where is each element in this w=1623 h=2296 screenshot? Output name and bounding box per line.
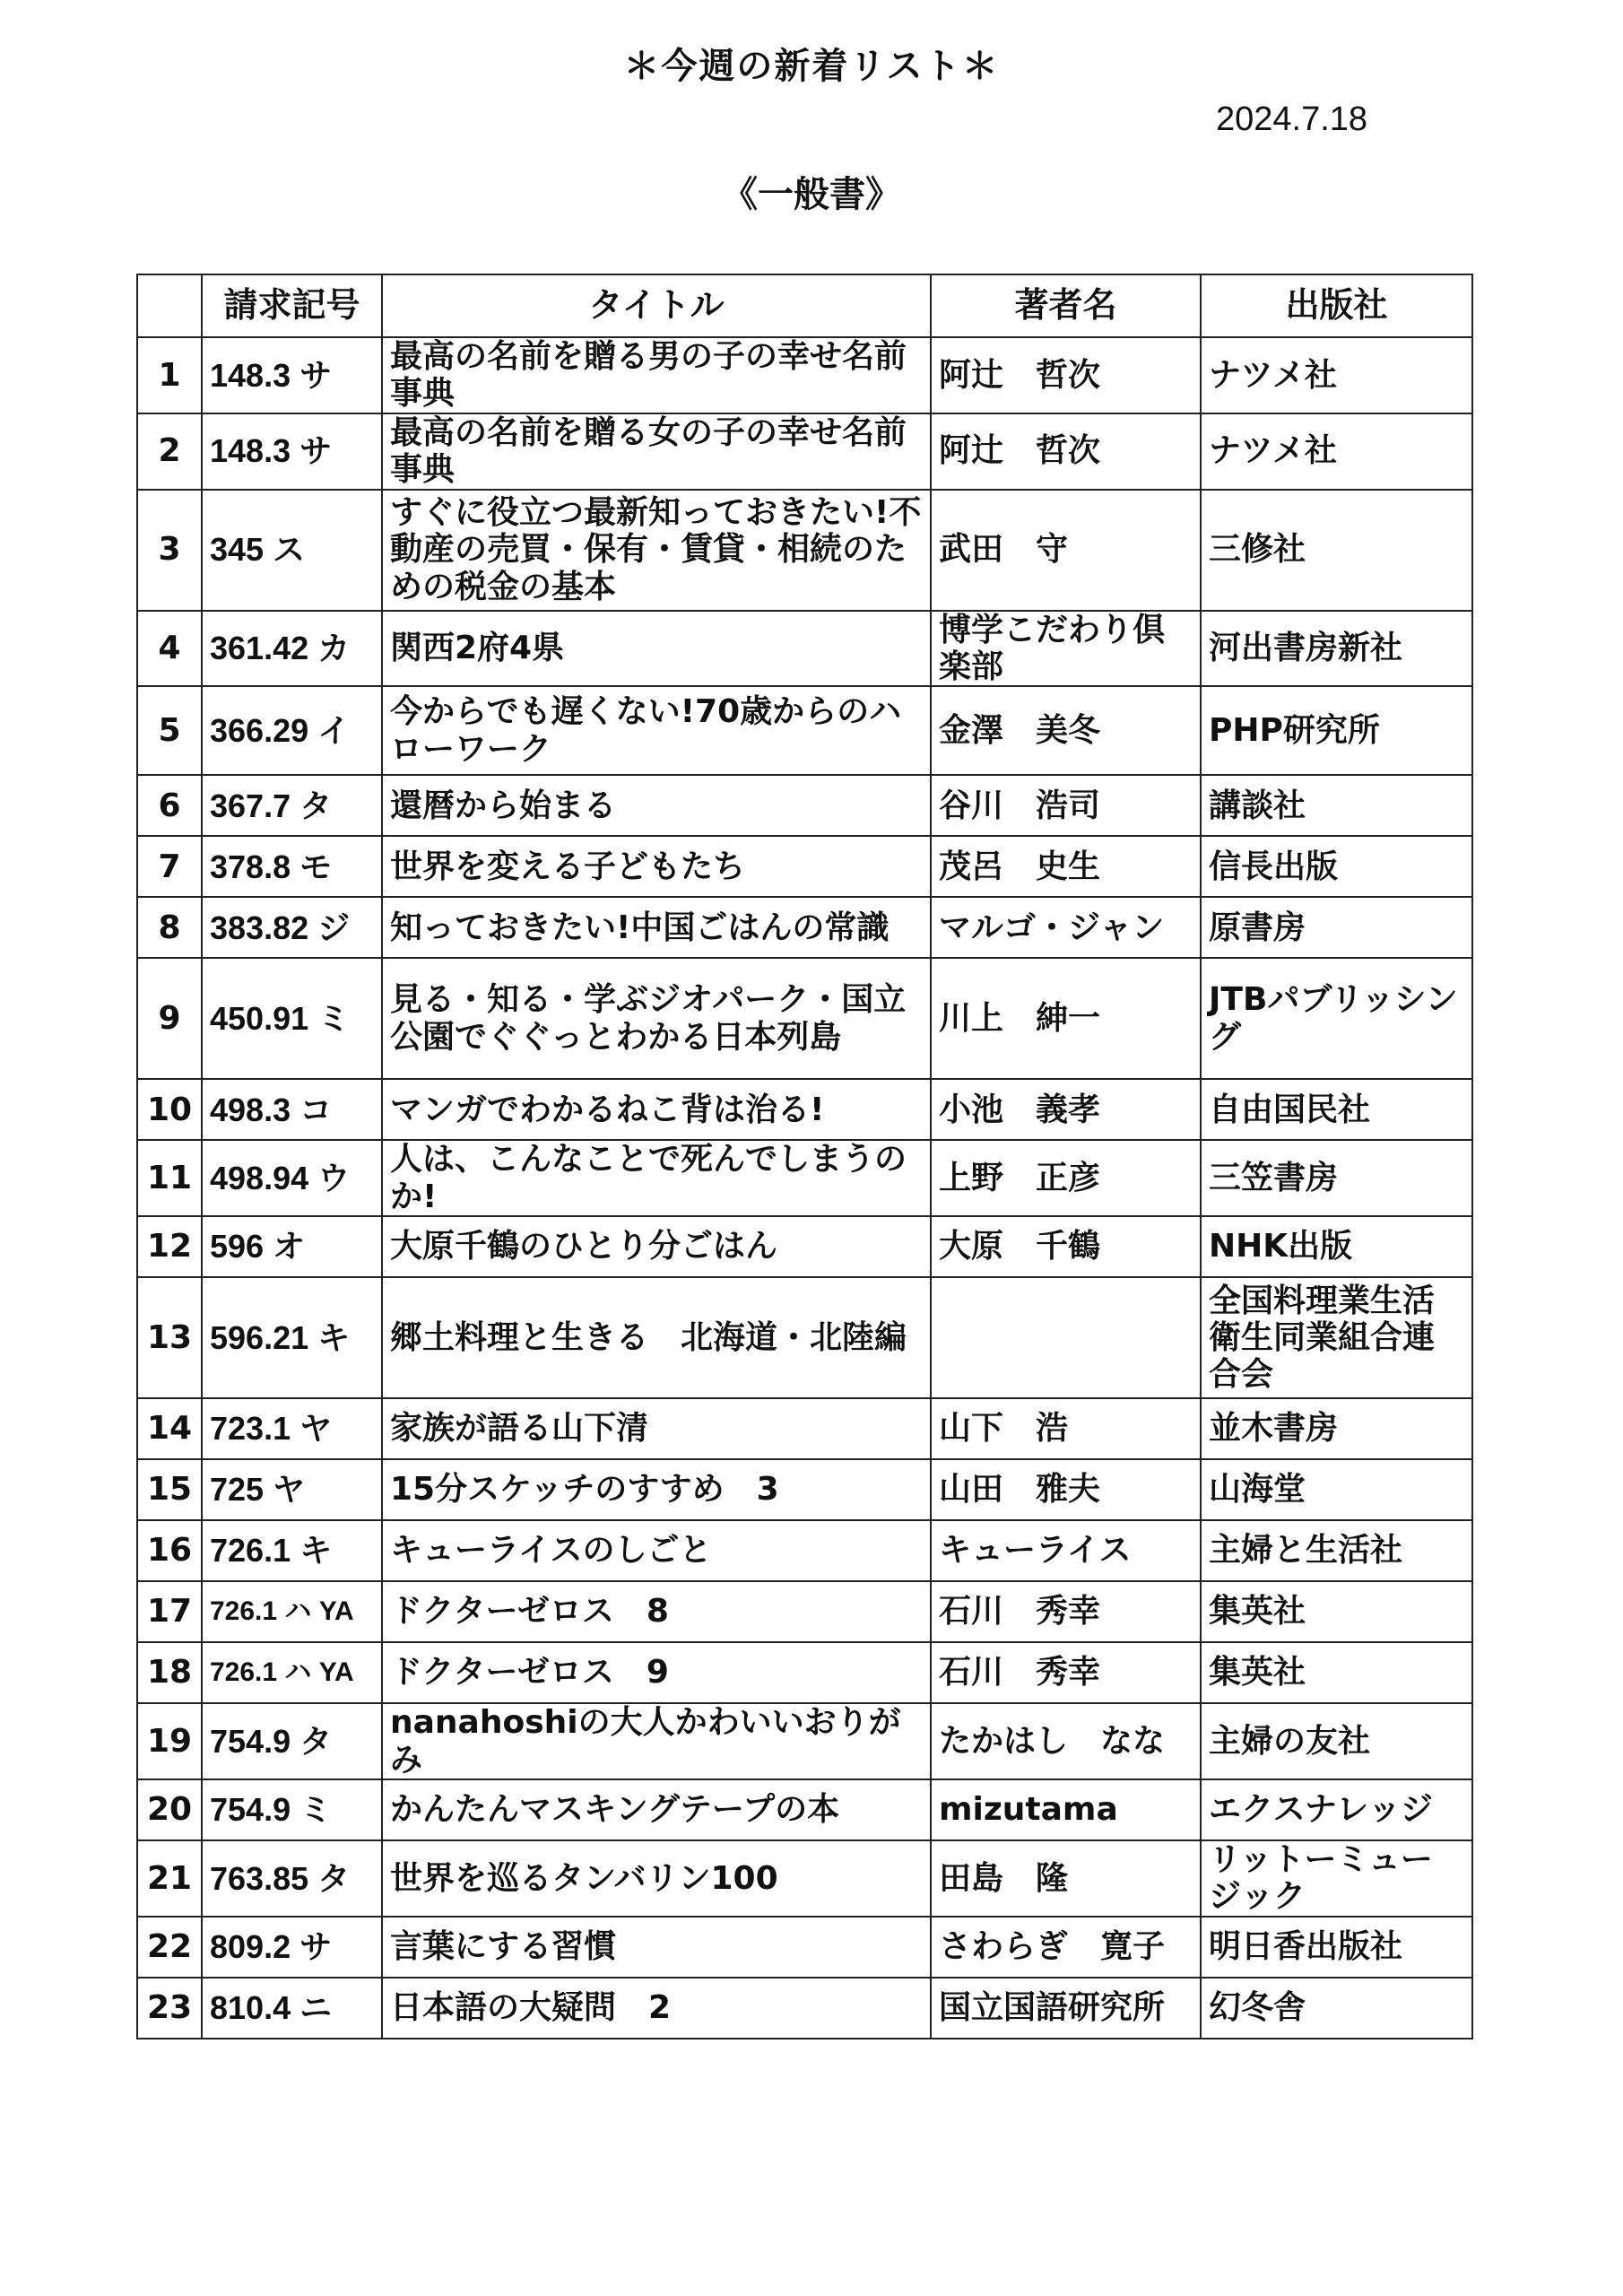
book-publisher: 原書房 xyxy=(1201,897,1472,958)
book-publisher: 三笠書房 xyxy=(1201,1140,1472,1216)
call-number: 763.85 タ xyxy=(202,1840,382,1917)
book-author: 谷川 浩司 xyxy=(931,775,1201,836)
row-number: 2 xyxy=(137,413,202,490)
book-author: 上野 正彦 xyxy=(931,1140,1201,1216)
book-title: 今からでも遅くない!70歳からのハローワーク xyxy=(382,686,931,775)
book-publisher: 信長出版 xyxy=(1201,836,1472,897)
call-number: 723.1 ヤ xyxy=(202,1398,382,1459)
book-title: かんたんマスキングテープの本 xyxy=(382,1779,931,1840)
table-row xyxy=(137,1978,1472,2039)
call-number: 726.1 ハ YA xyxy=(202,1581,382,1642)
call-number: 498.3 コ xyxy=(202,1079,382,1140)
call-number: 726.1 キ xyxy=(202,1520,382,1581)
page-title: ＊今週の新着リスト＊ xyxy=(623,46,1000,87)
book-publisher: NHK出版 xyxy=(1201,1216,1472,1277)
book-publisher: 集英社 xyxy=(1201,1581,1472,1642)
table-row xyxy=(137,897,1472,958)
book-author: 小池 義孝 xyxy=(931,1079,1201,1140)
new-arrivals-table xyxy=(136,274,1473,2039)
table-row xyxy=(137,1079,1472,1140)
book-publisher: リットーミュージック xyxy=(1201,1840,1472,1917)
book-publisher: 並木書房 xyxy=(1201,1398,1472,1459)
call-number: 754.9 タ xyxy=(202,1703,382,1779)
book-publisher: ナツメ社 xyxy=(1201,413,1472,490)
call-number: 148.3 サ xyxy=(202,337,382,413)
book-title: 言葉にする習慣 xyxy=(382,1917,931,1978)
book-author: 阿辻 哲次 xyxy=(931,337,1201,413)
book-publisher: JTBパブリッシング xyxy=(1201,958,1472,1079)
call-number: 726.1 ハ YA xyxy=(202,1642,382,1703)
call-number: 148.3 サ xyxy=(202,413,382,490)
table-row xyxy=(137,1459,1472,1520)
table-row xyxy=(137,413,1472,490)
row-number: 13 xyxy=(137,1277,202,1398)
call-number: 450.91 ミ xyxy=(202,958,382,1079)
book-title: 最高の名前を贈る女の子の幸せ名前事典 xyxy=(382,413,931,490)
row-number: 18 xyxy=(137,1642,202,1703)
book-publisher: エクスナレッジ xyxy=(1201,1779,1472,1840)
book-author: 川上 紳一 xyxy=(931,958,1201,1079)
book-author: 国立国語研究所 xyxy=(931,1978,1201,2039)
book-publisher: PHP研究所 xyxy=(1201,686,1472,775)
column-header-publisher: 出版社 xyxy=(1201,274,1472,337)
table-row xyxy=(137,1140,1472,1216)
row-number: 1 xyxy=(137,337,202,413)
book-title: 世界を巡るタンバリン100 xyxy=(382,1840,931,1917)
table-row xyxy=(137,1520,1472,1581)
book-author: 茂呂 史生 xyxy=(931,836,1201,897)
row-number: 17 xyxy=(137,1581,202,1642)
book-publisher: 主婦と生活社 xyxy=(1201,1520,1472,1581)
table-row xyxy=(137,337,1472,413)
book-author: 武田 守 xyxy=(931,490,1201,611)
book-publisher: 山海堂 xyxy=(1201,1459,1472,1520)
row-number: 8 xyxy=(137,897,202,958)
table-row xyxy=(137,490,1472,611)
column-header-call-number: 請求記号 xyxy=(202,274,382,337)
call-number: 725 ヤ xyxy=(202,1459,382,1520)
list-date: 2024.7.18 xyxy=(1216,100,1368,138)
book-author: mizutama xyxy=(931,1779,1201,1840)
row-number: 15 xyxy=(137,1459,202,1520)
table-row xyxy=(137,1917,1472,1978)
book-publisher: 河出書房新社 xyxy=(1201,611,1472,687)
table-row xyxy=(137,958,1472,1079)
book-publisher: 全国料理業生活衛生同業組合連合会 xyxy=(1201,1277,1472,1398)
book-title: nanahoshiの大人かわいいおりがみ xyxy=(382,1703,931,1779)
row-number: 21 xyxy=(137,1840,202,1917)
book-title: 郷土料理と生きる 北海道・北陸編 xyxy=(382,1277,931,1398)
book-title: 大原千鶴のひとり分ごはん xyxy=(382,1216,931,1277)
row-number: 16 xyxy=(137,1520,202,1581)
book-title: 関西2府4県 xyxy=(382,611,931,687)
call-number: 498.94 ウ xyxy=(202,1140,382,1216)
row-number: 11 xyxy=(137,1140,202,1216)
row-number: 20 xyxy=(137,1779,202,1840)
book-publisher: 集英社 xyxy=(1201,1642,1472,1703)
book-publisher: 講談社 xyxy=(1201,775,1472,836)
book-author: 山下 浩 xyxy=(931,1398,1201,1459)
row-number: 3 xyxy=(137,490,202,611)
book-title: 最高の名前を贈る男の子の幸せ名前事典 xyxy=(382,337,931,413)
book-title: 日本語の大疑問 2 xyxy=(382,1978,931,2039)
book-author: 山田 雅夫 xyxy=(931,1459,1201,1520)
row-number: 9 xyxy=(137,958,202,1079)
column-header-number xyxy=(137,274,202,337)
book-title: ドクターゼロス 9 xyxy=(382,1642,931,1703)
table-row xyxy=(137,686,1472,775)
call-number: 596 オ xyxy=(202,1216,382,1277)
book-title: 15分スケッチのすすめ 3 xyxy=(382,1459,931,1520)
book-author: マルゴ・ジャン xyxy=(931,897,1201,958)
call-number: 361.42 カ xyxy=(202,611,382,687)
book-title: 見る・知る・学ぶジオパーク・国立公園でぐぐっとわかる日本列島 xyxy=(382,958,931,1079)
column-header-title: タイトル xyxy=(382,274,931,337)
book-publisher: 三修社 xyxy=(1201,490,1472,611)
book-author: 石川 秀幸 xyxy=(931,1581,1201,1642)
book-title: すぐに役立つ最新知っておきたい!不動産の売買・保有・賃貸・相続のための税金の基本 xyxy=(382,490,931,611)
table-row xyxy=(137,1703,1472,1779)
book-title: 世界を変える子どもたち xyxy=(382,836,931,897)
section-title: 《一般書》 xyxy=(722,174,901,215)
table-row xyxy=(137,1277,1472,1398)
row-number: 22 xyxy=(137,1917,202,1978)
book-publisher: 自由国民社 xyxy=(1201,1079,1472,1140)
book-title: 家族が語る山下清 xyxy=(382,1398,931,1459)
book-author: 金澤 美冬 xyxy=(931,686,1201,775)
call-number: 378.8 モ xyxy=(202,836,382,897)
call-number: 596.21 キ xyxy=(202,1277,382,1398)
book-author: 大原 千鶴 xyxy=(931,1216,1201,1277)
table-row xyxy=(137,1642,1472,1703)
call-number: 754.9 ミ xyxy=(202,1779,382,1840)
row-number: 5 xyxy=(137,686,202,775)
call-number: 366.29 イ xyxy=(202,686,382,775)
table-row xyxy=(137,775,1472,836)
row-number: 23 xyxy=(137,1978,202,2039)
table-row xyxy=(137,611,1472,687)
row-number: 4 xyxy=(137,611,202,687)
table-row xyxy=(137,1216,1472,1277)
row-number: 10 xyxy=(137,1079,202,1140)
table-row xyxy=(137,1840,1472,1917)
book-publisher: 主婦の友社 xyxy=(1201,1703,1472,1779)
book-publisher: ナツメ社 xyxy=(1201,337,1472,413)
call-number: 810.4 ニ xyxy=(202,1978,382,2039)
book-title: 還暦から始まる xyxy=(382,775,931,836)
row-number: 14 xyxy=(137,1398,202,1459)
row-number: 19 xyxy=(137,1703,202,1779)
table-row xyxy=(137,1581,1472,1642)
book-title: 人は、こんなことで死んでしまうのか! xyxy=(382,1140,931,1216)
table-header-row xyxy=(137,274,1472,337)
book-title: 知っておきたい!中国ごはんの常識 xyxy=(382,897,931,958)
book-publisher: 幻冬舎 xyxy=(1201,1978,1472,2039)
row-number: 7 xyxy=(137,836,202,897)
row-number: 6 xyxy=(137,775,202,836)
call-number: 367.7 タ xyxy=(202,775,382,836)
column-header-author: 著者名 xyxy=(931,274,1201,337)
book-publisher: 明日香出版社 xyxy=(1201,1917,1472,1978)
book-title: キューライスのしごと xyxy=(382,1520,931,1581)
call-number: 809.2 サ xyxy=(202,1917,382,1978)
book-title: ドクターゼロス 8 xyxy=(382,1581,931,1642)
book-author: 田島 隆 xyxy=(931,1840,1201,1917)
book-author: 博学こだわり倶楽部 xyxy=(931,611,1201,687)
call-number: 345 ス xyxy=(202,490,382,611)
table-row xyxy=(137,1398,1472,1459)
book-title: マンガでわかるねこ背は治る! xyxy=(382,1079,931,1140)
call-number: 383.82 ジ xyxy=(202,897,382,958)
book-author: さわらぎ 寛子 xyxy=(931,1917,1201,1978)
table-row xyxy=(137,1779,1472,1840)
row-number: 12 xyxy=(137,1216,202,1277)
book-author: 阿辻 哲次 xyxy=(931,413,1201,490)
book-author: たかはし なな xyxy=(931,1703,1201,1779)
book-author xyxy=(931,1277,1201,1398)
table-row xyxy=(137,836,1472,897)
book-author: 石川 秀幸 xyxy=(931,1642,1201,1703)
book-author: キューライス xyxy=(931,1520,1201,1581)
